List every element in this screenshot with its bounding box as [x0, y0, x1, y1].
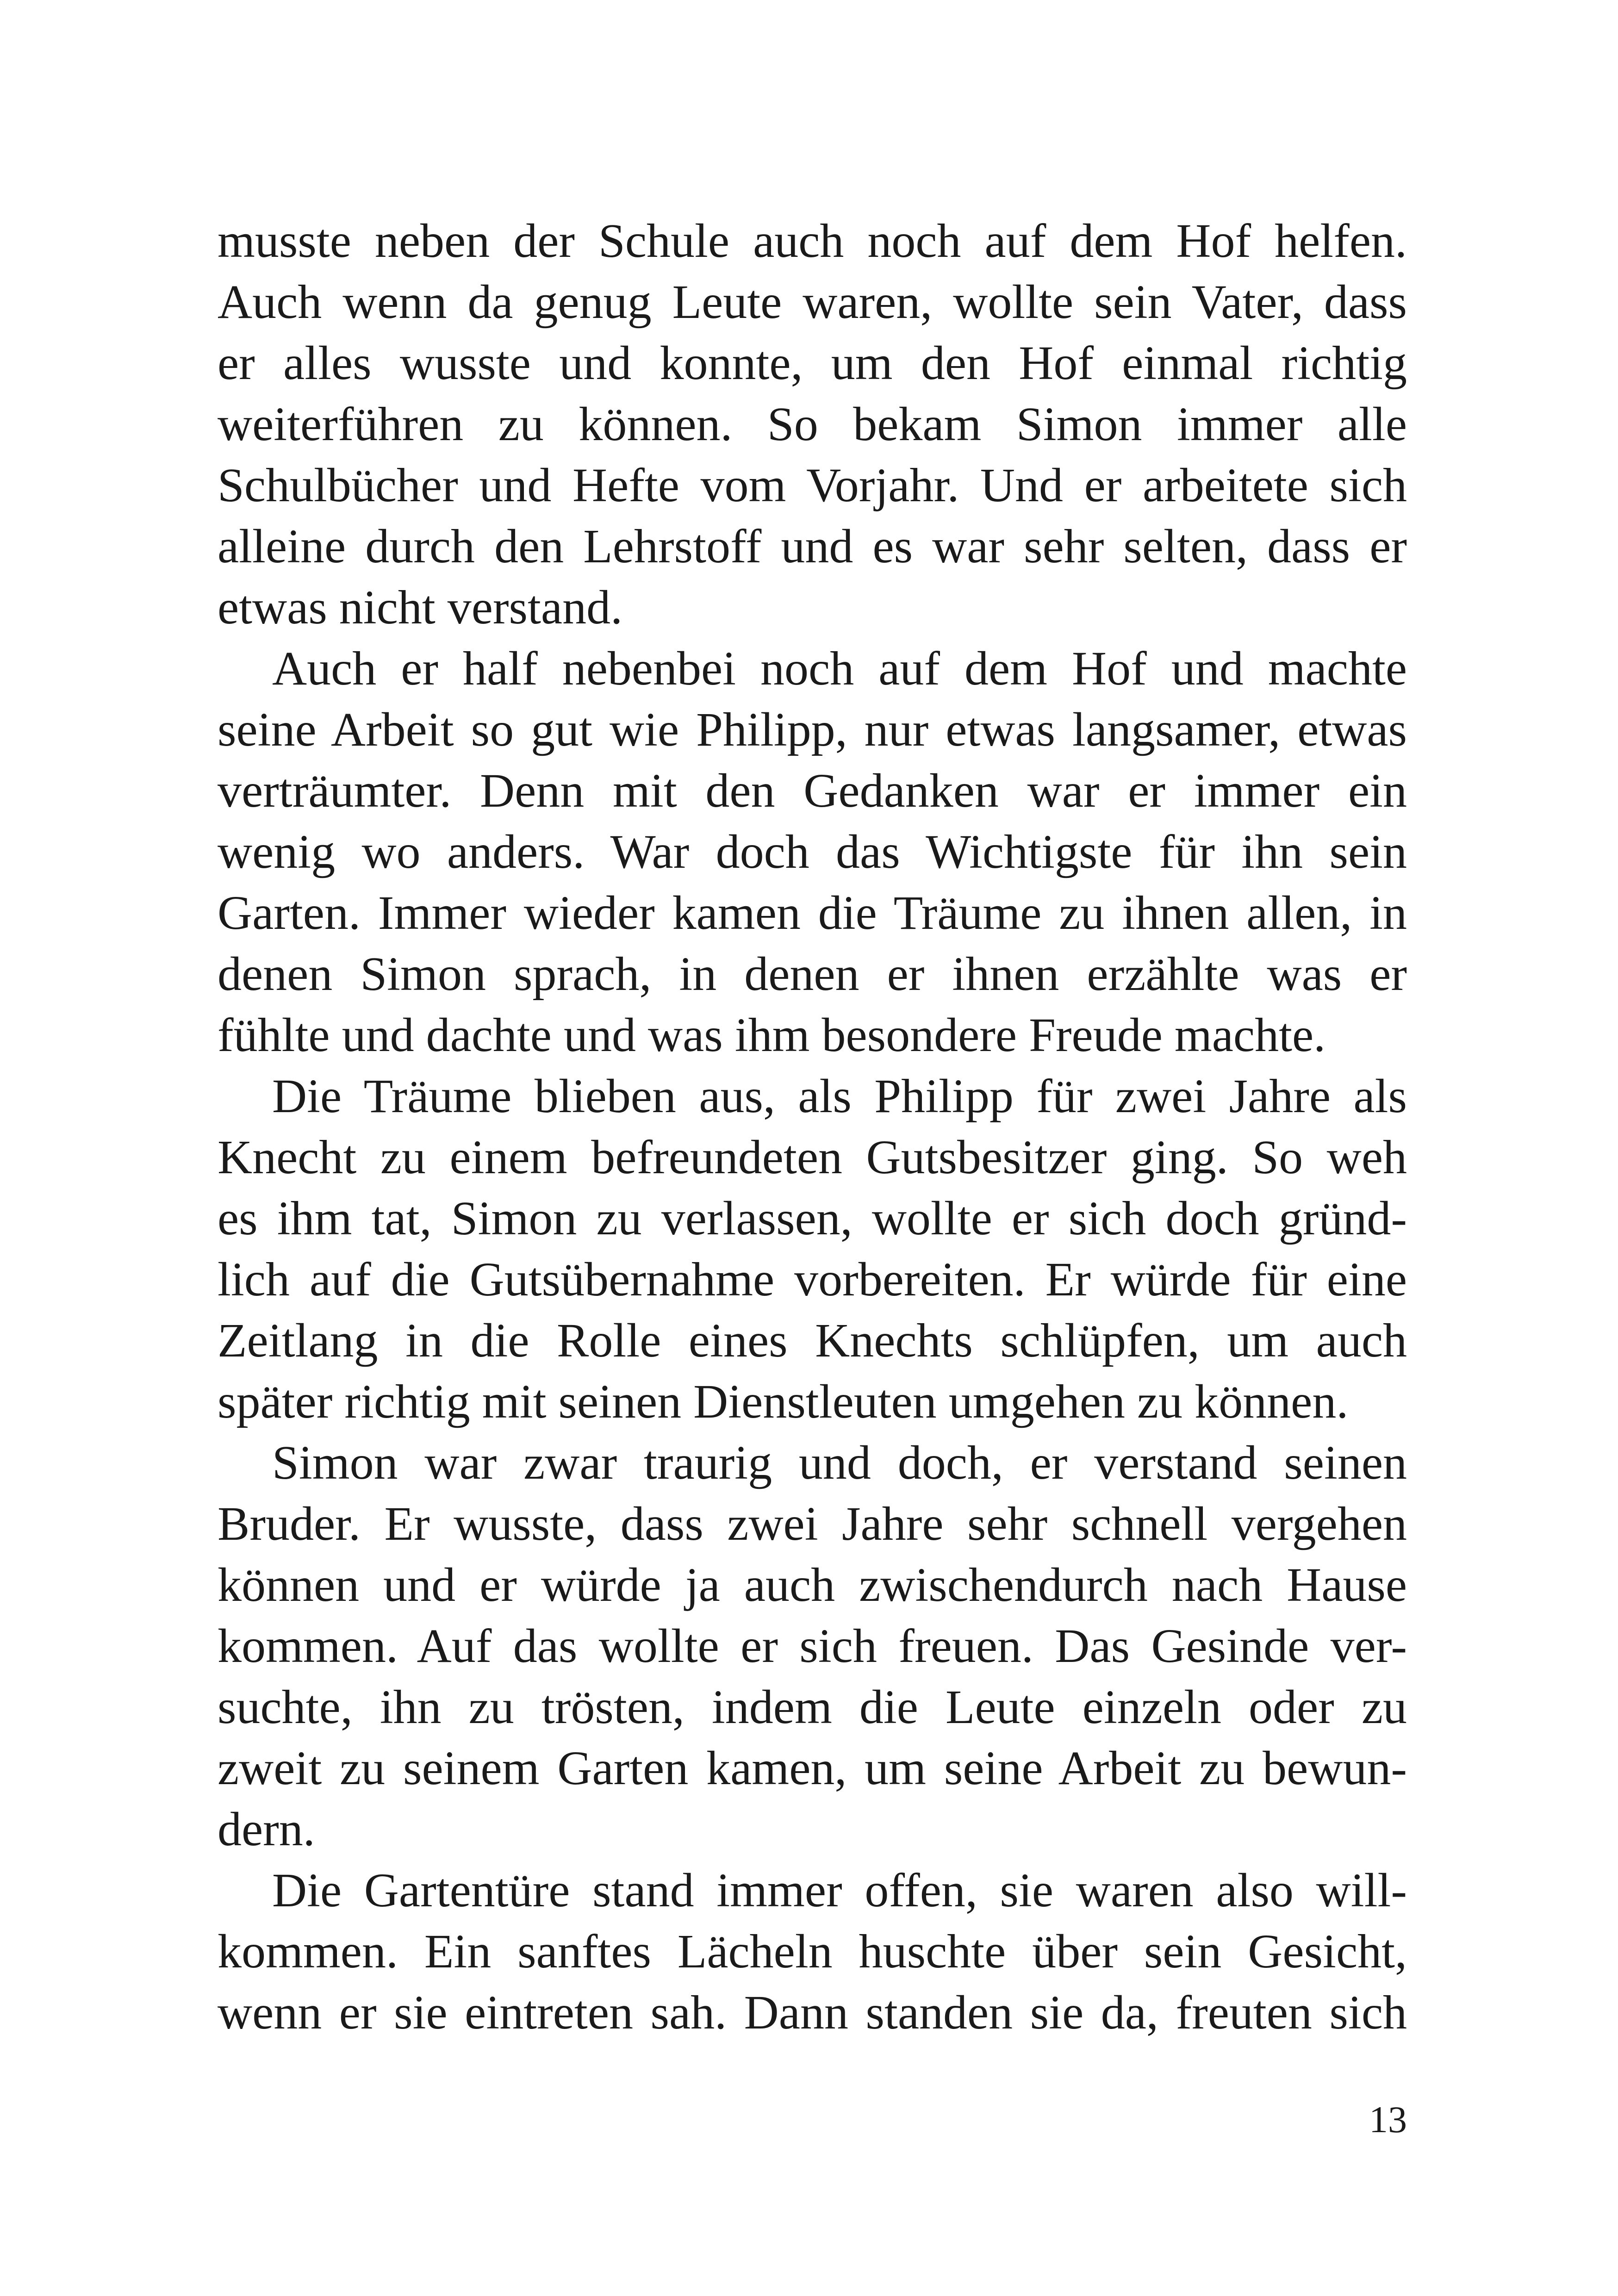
- text-line: Zeitlang in die Rolle eines Knechts schlüpfen, um auch: [218, 1314, 1407, 1367]
- text-line: lich auf die Gutsübernahme vorbereiten. Er würde für eine: [218, 1253, 1407, 1306]
- text-line: dern.: [218, 1803, 315, 1856]
- text-line: denen Simon sprach, in denen er ihnen erzählte was er: [218, 947, 1407, 1001]
- paragraph: [218, 638, 1407, 1066]
- text-line: es ihm tat, Simon zu verlassen, wollte er sich doch gründ-: [218, 1192, 1407, 1245]
- text-line: Auch er half nebenbei noch auf dem Hof und machte: [272, 642, 1407, 695]
- text-line: kommen. Auf das wollte er sich freuen. Das Gesinde ver-: [218, 1619, 1407, 1673]
- text-line: seine Arbeit so gut wie Philipp, nur etwas langsamer, etwas: [218, 703, 1407, 756]
- text-line: wenig wo anders. War doch das Wichtigste für ihn sein: [218, 825, 1407, 878]
- text-line: später richtig mit seinen Dienstleuten umgehen zu können.: [218, 1375, 1349, 1428]
- text-line: weiterführen zu können. So bekam Simon immer alle: [218, 398, 1407, 451]
- text-line: können und er würde ja auch zwischendurch nach Hause: [218, 1558, 1407, 1612]
- text-line: zweit zu seinem Garten kamen, um seine Arbeit zu bewun-: [218, 1742, 1407, 1795]
- text-line: alleine durch den Lehrstoff und es war sehr selten, dass er: [218, 520, 1407, 573]
- text-line: er alles wusste und konnte, um den Hof einmal richtig: [218, 336, 1407, 390]
- body-text: [218, 211, 1407, 2043]
- text-line: kommen. Ein sanftes Lächeln huschte über sein Gesicht,: [218, 1925, 1407, 1978]
- text-line: Auch wenn da genug Leute waren, wollte sein Vater, dass: [218, 275, 1407, 329]
- paragraph: [218, 211, 1407, 638]
- text-line: Garten. Immer wieder kamen die Träume zu ihnen allen, in: [218, 886, 1407, 940]
- paragraph: [218, 1860, 1407, 2043]
- text-line: Knecht zu einem befreundeten Gutsbesitzer ging. So weh: [218, 1131, 1407, 1184]
- text-line: etwas nicht verstand.: [218, 581, 623, 634]
- text-line: Schulbücher und Hefte vom Vorjahr. Und er arbeitete sich: [218, 459, 1407, 512]
- text-line: fühlte und dachte und was ihm besondere Freude machte.: [218, 1008, 1326, 1062]
- text-line: Simon war zwar traurig und doch, er verstand seinen: [272, 1436, 1407, 1489]
- paragraph: [218, 1066, 1407, 1432]
- text-line: verträumter. Denn mit den Gedanken war er immer ein: [218, 764, 1407, 817]
- text-line: musste neben der Schule auch noch auf dem Hof helfen.: [218, 214, 1407, 268]
- text-line: wenn er sie eintreten sah. Dann standen sie da, freuten sich: [218, 1986, 1407, 2039]
- text-line: Bruder. Er wusste, dass zwei Jahre sehr schnell vergehen: [218, 1497, 1407, 1550]
- paragraph: [218, 1432, 1407, 1860]
- text-line: suchte, ihn zu trösten, indem die Leute einzeln oder zu: [218, 1680, 1407, 1734]
- text-line: Die Träume blieben aus, als Philipp für zwei Jahre als: [272, 1070, 1407, 1123]
- page-number: 13: [1369, 2098, 1407, 2140]
- text-line: Die Gartentüre stand immer offen, sie waren also will-: [272, 1864, 1407, 1917]
